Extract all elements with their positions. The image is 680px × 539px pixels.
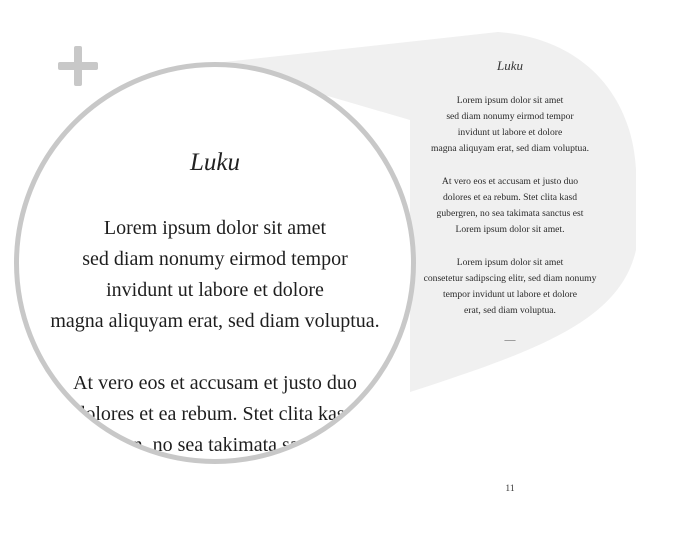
page-text-line: magna aliquyam erat, sed diam voluptua. xyxy=(431,143,589,154)
lens-text-line: dolores et ea rebum. Stet clita kasd xyxy=(75,403,355,425)
page-text-line: Lorem ipsum dolor sit amet xyxy=(456,95,564,106)
page-number: 11 xyxy=(505,484,515,494)
magnifier-lens xyxy=(14,62,416,464)
page-title: Luku xyxy=(497,58,523,73)
page-text-line: dolores et ea rebum. Stet clita kasd xyxy=(442,192,577,203)
lens-text-line: gubergren, no sea takimata sanctus est xyxy=(61,434,369,456)
page-text-line: erat, sed diam voluptua. xyxy=(464,305,556,316)
page-text-line: invidunt ut labore et dolore xyxy=(457,127,563,138)
page-text-line: consetetur sadipscing elitr, sed diam nonumy xyxy=(423,273,597,284)
page-separator-dash: — xyxy=(504,334,516,346)
page-text-line: sed diam nonumy eirmod tempor xyxy=(446,111,574,122)
lens-title: Luku xyxy=(190,149,240,176)
page-text-line: At vero eos et accusam et justo duo xyxy=(441,176,579,187)
lens-text-line: magna aliquyam erat, sed diam voluptua. xyxy=(50,310,380,332)
lens-text-line: At vero eos et accusam et justo duo xyxy=(73,372,357,394)
page-text-line: tempor invidunt ut labore et dolore xyxy=(442,289,577,300)
page-text-line: Lorem ipsum dolor sit amet xyxy=(456,257,564,268)
lens-text-line: Lorem ipsum dolor sit amet xyxy=(103,217,327,239)
page-text-line: gubergren, no sea takimata sanctus est xyxy=(436,208,584,219)
lens-text-line: invidunt ut labore et dolore xyxy=(106,279,324,301)
page-text-line: Lorem ipsum dolor sit amet. xyxy=(455,224,565,235)
plus-icon xyxy=(58,46,98,86)
lens-text-line: sed diam nonumy eirmod tempor xyxy=(82,248,348,270)
